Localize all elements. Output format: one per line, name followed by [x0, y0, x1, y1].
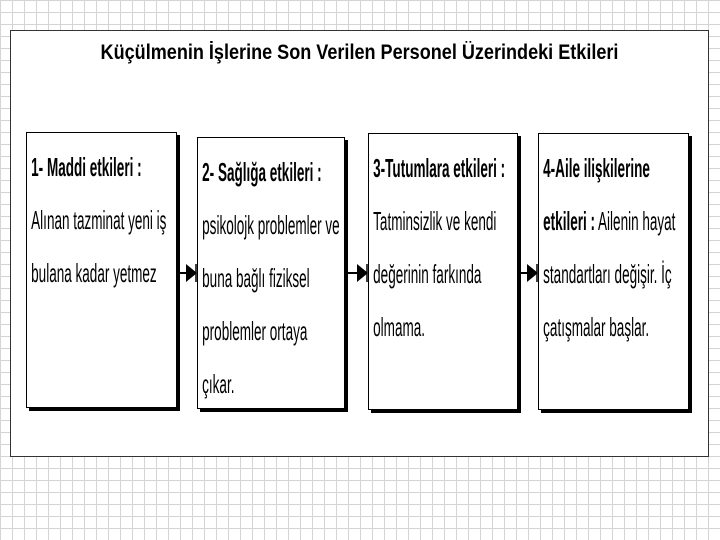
arrow-right-icon	[519, 259, 539, 287]
diagram-title: Küçülmenin İşlerine Son Verilen Personel Üzerindeki Etkileri	[100, 41, 619, 64]
effect-box-family	[538, 133, 689, 410]
effect-body-attitudes: Tatminsizlik ve kendi değerinin farkında olmama.	[373, 206, 497, 342]
effect-heading-financial: 1- Maddi etkileri :	[31, 152, 142, 182]
effect-body-family: Ailenin hayat standartları değişir. İç çatışmalar başlar.	[543, 206, 676, 342]
effect-box-financial	[26, 132, 177, 408]
effect-heading-attitudes: 3-Tutumlara etkileri :	[373, 153, 506, 183]
effect-body-health: psikolojk problemler ve buna bağlı fiziksel problemler ortaya çıkar.	[202, 210, 340, 399]
effect-heading-family: 4-Aile ilişkilerine etkileri :	[543, 153, 650, 236]
effect-box-attitudes	[368, 133, 518, 410]
effect-heading-health: 2- Sağlığa etkileri :	[202, 157, 322, 187]
effect-text-financial	[27, 133, 174, 300]
effect-body-financial: Alınan tazminat yeni iş bulana kadar yetmez	[31, 205, 167, 288]
arrow-right-icon	[347, 259, 369, 287]
effect-box-health	[197, 137, 345, 409]
effect-text-attitudes	[369, 134, 515, 354]
arrow-right-icon	[178, 259, 198, 287]
effect-text-family	[539, 134, 686, 354]
effect-text-health	[198, 138, 342, 409]
